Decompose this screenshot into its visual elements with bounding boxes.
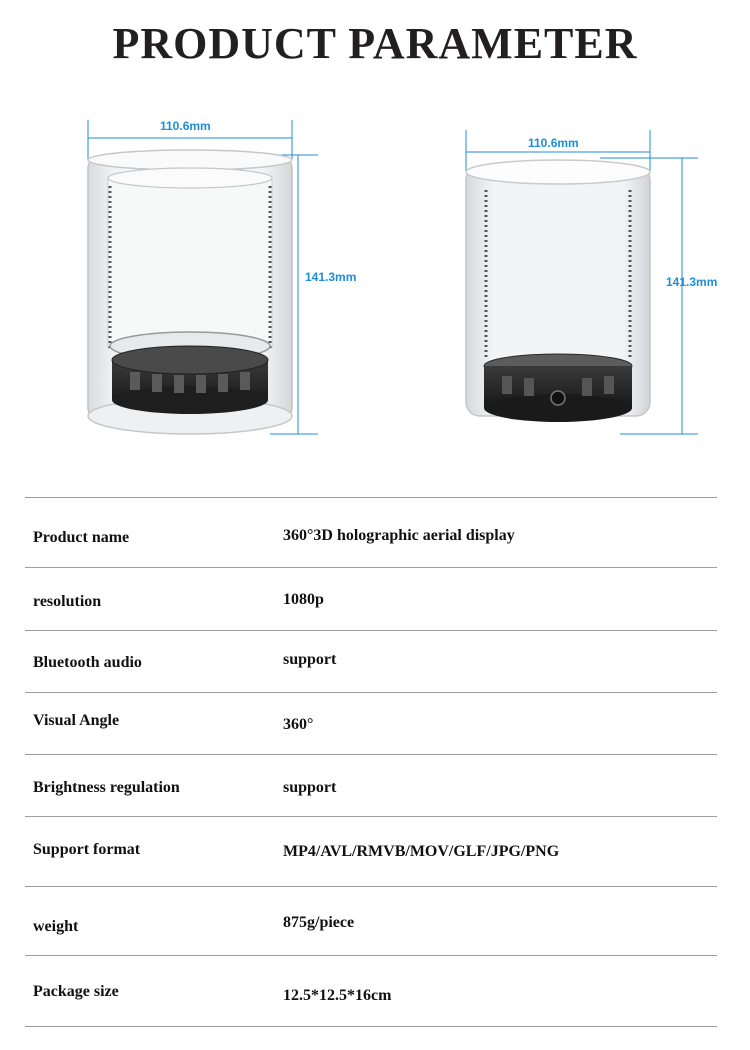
spec-value: 875g/piece — [283, 914, 355, 931]
spec-row-bluetooth — [25, 631, 717, 693]
spec-row-resolution — [25, 568, 717, 631]
width-dimension-label-right: 110.6mm — [528, 136, 579, 150]
height-dimension-label-left: 141.3mm — [305, 270, 357, 284]
spec-row-package-size — [25, 956, 717, 1027]
spec-row-weight — [25, 887, 717, 956]
spec-label: weight — [33, 918, 79, 935]
spec-label: Visual Angle — [33, 712, 120, 729]
spec-label: Support format — [33, 841, 141, 858]
height-dimension-label-right: 141.3mm — [666, 275, 718, 289]
product-image-exploded — [60, 110, 390, 450]
page-title: PRODUCT PARAMETER — [112, 19, 638, 68]
spec-value: 1080p — [283, 591, 324, 608]
spec-value: support — [283, 779, 337, 796]
spec-value: 12.5*12.5*16cm — [283, 987, 392, 1004]
spec-label: Package size — [33, 983, 119, 1000]
spec-row-support-format — [25, 817, 717, 887]
spec-value: 360°3D holographic aerial display — [283, 527, 515, 544]
spec-value: MP4/AVL/RMVB/MOV/GLF/JPG/PNG — [283, 843, 560, 860]
spec-label: Product name — [33, 529, 130, 546]
spec-row-visual-angle — [25, 693, 717, 755]
spec-value: 360° — [283, 716, 314, 733]
spec-row-product-name — [25, 498, 717, 568]
spec-label: Brightness regulation — [33, 779, 180, 796]
spec-value: support — [283, 651, 337, 668]
spec-row-brightness — [25, 755, 717, 817]
spec-table — [25, 497, 717, 1027]
width-dimension-label-left: 110.6mm — [160, 119, 211, 133]
spec-label: resolution — [33, 593, 102, 610]
product-image-assembled — [450, 110, 750, 450]
spec-label: Bluetooth audio — [33, 654, 142, 671]
